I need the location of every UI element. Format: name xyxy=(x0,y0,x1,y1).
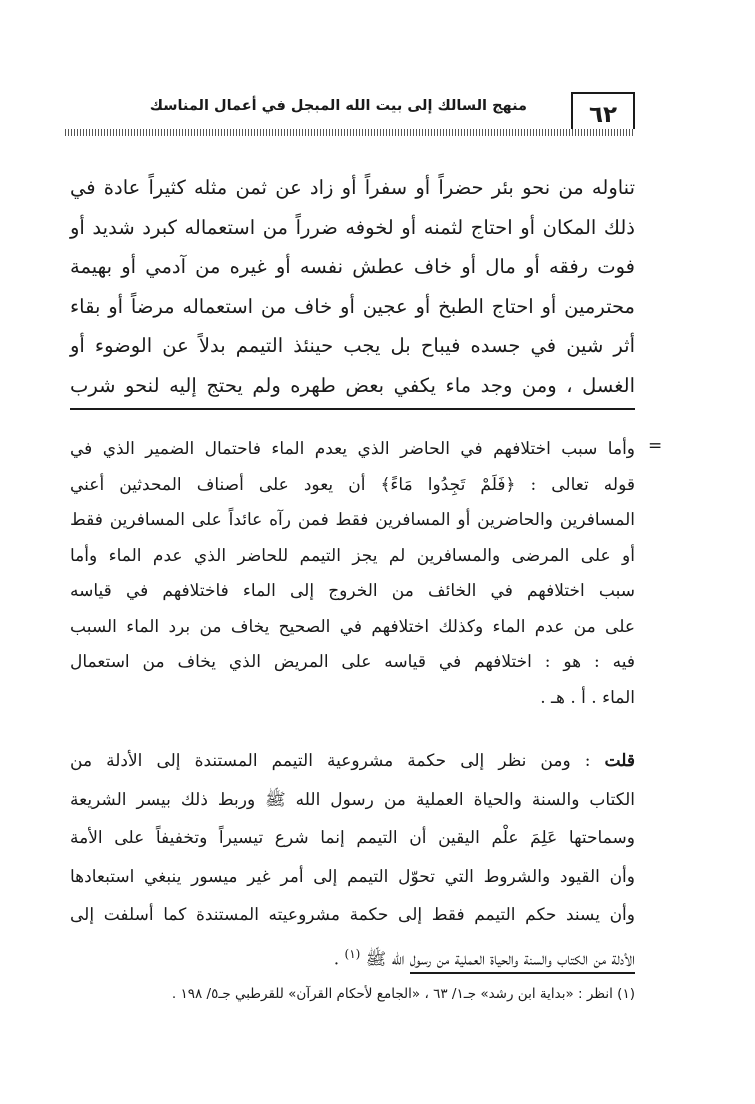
comment-line: وأن القيود والشروط التي تحوّل التيمم إلى أمر غير ميسور ينبغي استبعادها xyxy=(70,866,635,887)
comment-line xyxy=(70,742,635,781)
page-number: ٦٢ xyxy=(571,92,635,136)
comment-first-line: : ومن نظر إلى حكمة مشروعية التيمم المستندة إلى الأدلة من xyxy=(70,751,605,771)
running-header xyxy=(65,92,635,126)
quoted-commentary xyxy=(70,432,635,716)
main-line: فوت رفقه أو مال أو خاف عطش نفسه أو غيره من آدمي أو بهيمة xyxy=(70,255,635,278)
section-divider xyxy=(70,408,635,410)
quote-line: قوله تعالى : ﴿فَلَمْ تَجِدُوا مَاءً﴾ أن يعود على أصناف المحدثين أعني xyxy=(70,474,635,495)
continuation-marker: = xyxy=(648,436,663,456)
main-line: تناوله من نحو بئر حضراً أو سفراً أو زاد عن ثمن مثله كثيراً عادة في xyxy=(70,176,635,199)
comment-line xyxy=(70,935,635,974)
comment-last-line: الأدلة من الكتاب والسنة والحياة العملية من رسول الله ﷺ xyxy=(365,949,635,970)
comment-line: الكتاب والسنة والحياة العملية من رسول الله ﷺ وربط ذلك بيسر الشريعة xyxy=(70,789,635,810)
quote-line: فيه : هو : اختلافهم في قياسه على المريض الذي يخاف من استعمال xyxy=(70,652,635,672)
quote-line: المسافرين والحاضرين أو المسافرين فقط فمن رآه عائداً على المسافرين فقط xyxy=(70,510,635,530)
footnote-divider xyxy=(410,972,635,974)
running-title: منهج السالك إلى بيت الله المبجل في أعمال المناسك xyxy=(149,98,527,114)
comment-end: . xyxy=(333,949,345,970)
main-line: الغسل ، ومن وجد ماء يكفي بعض طهره ولم يحتج إليه لنحو شرب xyxy=(70,373,635,397)
quote-line: سبب اختلافهم في الخائف من الخروج إلى الماء فاختلافهم في قياسه xyxy=(70,581,635,601)
footnote-reference: (١) xyxy=(344,946,361,961)
quote-line: وأما سبب اختلافهم في الحاضر الذي يعدم الماء فاحتمال الضمير الذي في xyxy=(70,439,635,459)
main-line: محترمين أو احتاج الطبخ أو عجين أو خاف من استعماله مرضاً أو بقاء xyxy=(70,294,635,318)
comment-lead: قلت xyxy=(604,751,635,771)
quote-line: الماء . أ . هـ . xyxy=(540,687,635,708)
header-rule xyxy=(65,129,635,136)
author-comment xyxy=(70,742,635,973)
comment-line: وسماحتها عَلِمَ علْم اليقين أن التيمم إنما شرع تيسيراً وتخفيفاً على الأمة xyxy=(70,828,635,848)
footnote: (١) انظر : «بداية ابن رشد» جـ١/ ٦٣ ، «الجامع لأحكام القرآن» للقرطبي جـ٥/ ١٩٨ . xyxy=(171,986,635,1002)
main-line: أثر شين في جسده فيباح بل يجب حينئذ التيمم بدلاً عن الوضوء أو xyxy=(70,334,635,357)
main-line: ذلك المكان أو احتاج لثمنه أو لخوفه ضرراً من استعماله كبرد شديد أو xyxy=(70,215,635,239)
comment-line: وأن يسند حكم التيمم فقط إلى حكمة مشروعيته المستندة كما أسلفت إلى xyxy=(70,905,635,925)
quote-line: على من عدم الماء وكذلك اختلافهم في الصحيح يخاف من برد الماء السبب xyxy=(70,616,635,637)
main-text xyxy=(70,168,635,405)
quote-line: أو على المرضى والمسافرين لم يجز التيمم للحاضر الذي عدم الماء وأما xyxy=(70,545,635,566)
